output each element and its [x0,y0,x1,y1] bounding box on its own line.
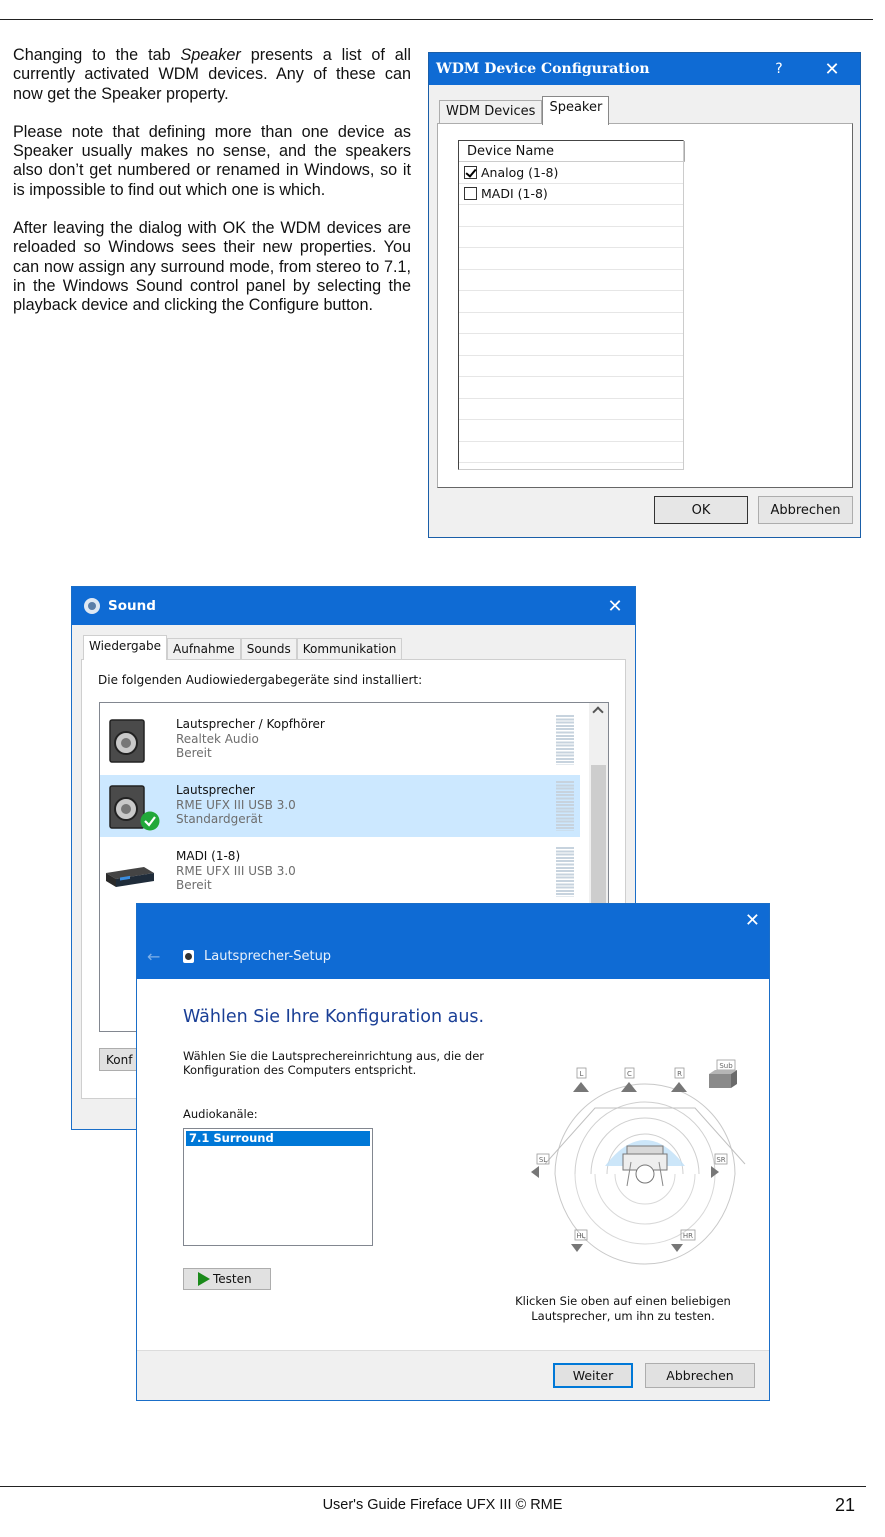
speaker-icon [183,950,194,963]
empty-row [459,356,683,378]
empty-row [459,248,683,270]
tab-wdm-devices[interactable]: WDM Devices [439,100,542,124]
page-number: 21 [835,1495,856,1515]
empty-row [459,205,683,227]
sound-title-bar [72,587,635,625]
sound-title: Sound [108,598,156,614]
empty-row [459,399,683,421]
speaker-setup-footer [137,1350,769,1400]
page-title: Wählen Sie Ihre Konfiguration aus. [183,1007,485,1027]
speaker-Sub[interactable] [709,1060,737,1088]
playback-intro: Die folgenden Audiowiedergabegeräte sind installiert: [98,673,423,687]
device-name: MADI (1-8) [481,186,548,202]
level-meter [556,847,574,897]
cancel-button[interactable]: Abbrechen [645,1363,755,1388]
default-check-icon [140,811,160,831]
empty-row [459,227,683,249]
level-meter [556,781,574,831]
wdm-title: WDM Device Configuration [436,61,650,77]
device-text [176,783,296,827]
svg-text:SL: SL [538,1156,548,1164]
list-item[interactable] [100,775,580,837]
wdm-title-bar [429,53,860,85]
wdm-tabs [439,96,609,125]
svg-text:HR: HR [682,1232,694,1240]
empty-row [459,442,683,464]
speaker-setup-header [137,904,769,979]
list-item[interactable] [100,709,580,771]
tab-wiedergabe[interactable]: Wiedergabe [83,635,167,660]
close-button[interactable]: ✕ [607,595,623,617]
close-button[interactable]: ✕ [744,910,760,931]
empty-row [459,334,683,356]
tab-aufnahme[interactable]: Aufnahme [167,638,241,660]
audio-channels-label: Audiokanäle: [183,1107,258,1121]
speaker-C[interactable] [621,1068,637,1092]
footer-rule [0,1486,866,1487]
device-list [458,140,684,470]
speaker-setup-dialog [136,903,770,1401]
test-button[interactable] [183,1268,271,1290]
setup-description: Wählen Sie die Lautsprechereinrichtung aus, die der Konfiguration des Computers entspricht. [183,1049,484,1077]
audio-interface-icon [104,851,156,895]
close-button[interactable]: ✕ [824,58,840,80]
speaker-HL[interactable] [571,1230,587,1252]
configure-button[interactable]: Konf [99,1048,159,1071]
back-arrow-icon[interactable]: ← [147,947,161,966]
device-status: Bereit [176,746,212,760]
device-name: MADI (1-8) [176,849,241,863]
tab-kommunikation[interactable]: Kommunikation [297,638,403,660]
wdm-config-dialog [428,52,861,538]
column-header-device-name[interactable]: Device Name [459,141,685,162]
audio-channels-list[interactable] [183,1128,373,1246]
empty-row [459,377,683,399]
speaker-setup-title: Lautsprecher-Setup [204,949,332,964]
device-name: Lautsprecher [176,783,255,797]
device-driver: Realtek Audio [176,731,259,746]
scroll-up-icon[interactable] [592,706,603,717]
footer-text: User's Guide Fireface UFX III © RME [322,1497,563,1513]
device-row[interactable] [459,184,683,206]
ok-button[interactable]: OK [654,496,748,524]
top-rule [0,19,873,20]
test-button-label: Testen [213,1272,252,1286]
svg-text:SR: SR [716,1156,726,1164]
device-status: Bereit [176,878,212,892]
speaker-HR[interactable] [671,1230,695,1252]
help-button[interactable]: ? [775,61,783,77]
svg-text:R: R [677,1070,682,1078]
device-driver: RME UFX III USB 3.0 [176,863,296,878]
device-status: Standardgerät [176,812,263,826]
speaker-L[interactable] [573,1068,589,1092]
level-meter [556,715,574,765]
svg-text:L: L [579,1070,584,1078]
device-name: Analog (1-8) [481,164,559,180]
channel-option-selected[interactable]: 7.1 Surround [186,1131,370,1146]
next-button[interactable]: Weiter [553,1363,633,1388]
test-hint: Klicken Sie oben auf einen beliebigen Lautsprecher, um ihn zu testen. [515,1294,731,1323]
paragraph-1: Changing to the tab Speaker presents a list of all currently activated WDM devices. Any of these can now get the Speaker property. [13,46,411,103]
body-text [13,46,411,335]
checkbox-analog[interactable] [464,166,477,179]
sound-icon [84,598,100,614]
speaker-tab-panel [437,123,853,488]
cancel-button[interactable]: Abbrechen [758,496,853,524]
empty-row [459,420,683,442]
device-row[interactable] [459,162,683,184]
tab-speaker[interactable]: Speaker [542,96,609,125]
checkbox-madi[interactable] [464,187,477,200]
svg-text:C: C [627,1070,632,1078]
device-text [176,717,325,761]
speaker-SL[interactable] [531,1154,549,1178]
empty-row [459,313,683,335]
scroll-thumb[interactable] [591,765,606,915]
empty-row [459,270,683,292]
paragraph-2: Please note that defining more than one device as Speaker usually makes no sense, and the speakers also don’t get numbered or renamed in Windows, so it is impossible to find out which one is which. [13,122,411,199]
sound-tabs [83,635,402,660]
list-item[interactable] [100,841,580,903]
tab-sounds[interactable]: Sounds [241,638,297,660]
device-name: Lautsprecher / Kopfhörer [176,717,325,731]
svg-text:HL: HL [576,1232,586,1240]
play-icon [198,1272,210,1286]
speaker-layout-diagram[interactable] [515,1054,755,1284]
device-driver: RME UFX III USB 3.0 [176,797,296,812]
empty-row [459,291,683,313]
paragraph-3: After leaving the dialog with OK the WDM devices are reloaded so Windows sees their new properties. You can now assign any surround mode, from stereo to 7.1, in the Windows Sound control panel by selecting the playback device and clicking the Configure button. [13,219,411,315]
svg-text:Sub: Sub [719,1062,733,1070]
device-text [176,849,296,893]
speaker-icon [108,719,148,763]
